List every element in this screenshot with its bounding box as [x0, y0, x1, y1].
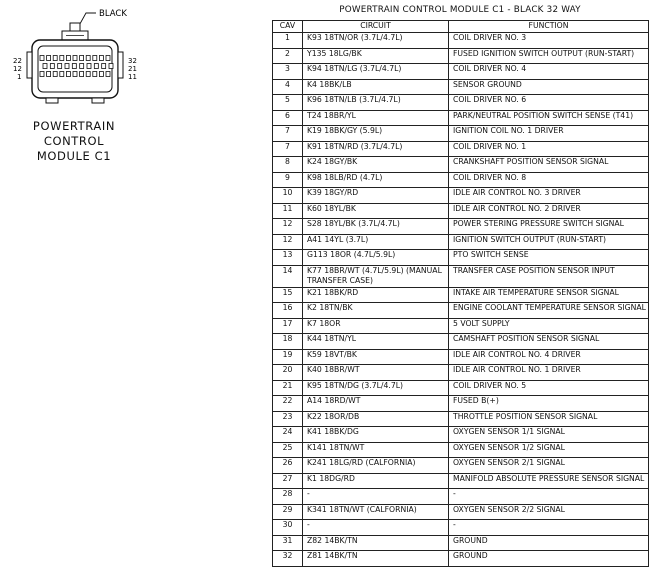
function-cell: THROTTLE POSITION SENSOR SIGNAL: [449, 411, 649, 427]
function-cell: PTO SWITCH SENSE: [449, 250, 649, 266]
function-cell: COIL DRIVER NO. 3: [449, 33, 649, 49]
circuit-cell: K4 18BK/LB: [303, 79, 449, 95]
cav-cell: 30: [273, 520, 303, 536]
function-cell: OXYGEN SENSOR 1/1 SIGNAL: [449, 427, 649, 443]
pin-cavity: [58, 64, 62, 69]
function-cell: IGNITION COIL NO. 1 DRIVER: [449, 126, 649, 142]
circuit-cell: K95 18TN/DG (3.7L/4.7L): [303, 380, 449, 396]
function-cell: OXYGEN SENSOR 2/2 SIGNAL: [449, 504, 649, 520]
circuit-cell: A41 14YL (3.7L): [303, 234, 449, 250]
table-row: [273, 334, 649, 350]
function-cell: -: [449, 520, 649, 536]
connector-caption-line1: POWERTRAIN CONTROL: [32, 119, 116, 148]
pin-cavity: [66, 72, 70, 77]
table-row: [273, 535, 649, 551]
pin-cavity: [86, 56, 90, 61]
table-row: [273, 442, 649, 458]
function-cell: SENSOR GROUND: [449, 79, 649, 95]
pinout-table: [272, 20, 649, 567]
table-row: [273, 349, 649, 365]
function-cell: OXYGEN SENSOR 1/2 SIGNAL: [449, 442, 649, 458]
pin-cavity: [60, 56, 64, 61]
table-row: [273, 411, 649, 427]
pin-cavity: [99, 56, 103, 61]
cav-cell: 3: [273, 64, 303, 80]
cav-cell: 10: [273, 188, 303, 204]
table-row: [273, 265, 649, 287]
cav-cell: 21: [273, 380, 303, 396]
pin-cavity: [106, 72, 110, 77]
circuit-cell: K141 18TN/WT: [303, 442, 449, 458]
circuit-cell: K241 18LG/RD (CALFORNIA): [303, 458, 449, 474]
function-cell: POWER STERING PRESSURE SWITCH SIGNAL: [449, 219, 649, 235]
function-cell: -: [449, 489, 649, 505]
pin-cavity: [80, 56, 84, 61]
table-row: [273, 318, 649, 334]
function-cell: COIL DRIVER NO. 5: [449, 380, 649, 396]
pin-label-1: 1: [17, 73, 22, 81]
function-cell: ENGINE COOLANT TEMPERATURE SENSOR SIGNAL: [449, 303, 649, 319]
circuit-cell: Y135 18LG/BK: [303, 48, 449, 64]
header-function: FUNCTION: [449, 21, 649, 33]
function-cell: CAMSHAFT POSITION SENSOR SIGNAL: [449, 334, 649, 350]
cav-cell: 31: [273, 535, 303, 551]
function-cell: PARK/NEUTRAL POSITION SWITCH SENSE (T41): [449, 110, 649, 126]
cav-cell: 22: [273, 396, 303, 412]
pin-cavity: [66, 56, 70, 61]
pin-cavity: [72, 64, 76, 69]
table-row: [273, 79, 649, 95]
function-cell: COIL DRIVER NO. 8: [449, 172, 649, 188]
header-cav: CAV: [273, 21, 303, 33]
table-row: [273, 380, 649, 396]
table-row: [273, 489, 649, 505]
function-cell: IDLE AIR CONTROL NO. 1 DRIVER: [449, 365, 649, 381]
pin-label-32: 32: [128, 57, 137, 65]
circuit-cell: K41 18BK/DG: [303, 427, 449, 443]
cav-cell: 12: [273, 219, 303, 235]
circuit-cell: K341 18TN/WT (CALFORNIA): [303, 504, 449, 520]
cav-cell: 6: [273, 110, 303, 126]
function-cell: MANIFOLD ABSOLUTE PRESSURE SENSOR SIGNAL: [449, 473, 649, 489]
table-row: [273, 458, 649, 474]
circuit-cell: Z82 14BK/TN: [303, 535, 449, 551]
cav-cell: 24: [273, 427, 303, 443]
cav-cell: 19: [273, 349, 303, 365]
table-row: [273, 126, 649, 142]
circuit-cell: S28 18YL/BK (3.7L/4.7L): [303, 219, 449, 235]
cav-cell: 12: [273, 234, 303, 250]
cav-cell: 15: [273, 287, 303, 303]
pin-cavity: [40, 56, 44, 61]
table-row: [273, 473, 649, 489]
circuit-cell: K59 18VT/BK: [303, 349, 449, 365]
table-row: [273, 172, 649, 188]
function-cell: COIL DRIVER NO. 6: [449, 95, 649, 111]
function-cell: IDLE AIR CONTROL NO. 3 DRIVER: [449, 188, 649, 204]
pin-grid: [40, 56, 113, 77]
table-row: [273, 64, 649, 80]
table-row: [273, 551, 649, 567]
table-row: [273, 48, 649, 64]
circuit-cell: K40 18BR/WT: [303, 365, 449, 381]
pin-cavity: [102, 64, 106, 69]
table-row: [273, 427, 649, 443]
connector-color-label: BLACK: [99, 9, 127, 19]
pin-cavity: [94, 64, 98, 69]
table-title: POWERTRAIN CONTROL MODULE C1 - BLACK 32 WAY: [339, 5, 581, 15]
function-cell: COIL DRIVER NO. 1: [449, 141, 649, 157]
pin-label-12: 12: [13, 65, 22, 73]
circuit-cell: K93 18TN/OR (3.7L/4.7L): [303, 33, 449, 49]
pin-cavity: [47, 56, 51, 61]
connector-diagram: [0, 0, 270, 163]
cav-cell: 27: [273, 473, 303, 489]
circuit-cell: K60 18YL/BK: [303, 203, 449, 219]
pin-cavity: [73, 72, 77, 77]
table-body: [273, 33, 649, 567]
circuit-cell: K44 18TN/YL: [303, 334, 449, 350]
pin-cavity: [87, 64, 91, 69]
circuit-cell: Z81 14BK/TN: [303, 551, 449, 567]
circuit-cell: K91 18TN/RD (3.7L/4.7L): [303, 141, 449, 157]
cav-cell: 9: [273, 172, 303, 188]
function-cell: 5 VOLT SUPPLY: [449, 318, 649, 334]
table-row: [273, 95, 649, 111]
function-cell: IGNITION SWITCH OUTPUT (RUN-START): [449, 234, 649, 250]
cav-cell: 7: [273, 126, 303, 142]
table-row: [273, 219, 649, 235]
circuit-cell: K24 18GY/BK: [303, 157, 449, 173]
pin-cavity: [80, 72, 84, 77]
pin-cavity: [93, 72, 97, 77]
circuit-cell: K39 18GY/RD: [303, 188, 449, 204]
circuit-cell: K2 18TN/BK: [303, 303, 449, 319]
pin-label-11: 11: [128, 73, 137, 81]
cav-cell: 23: [273, 411, 303, 427]
table-header-row: [273, 21, 649, 33]
table-row: [273, 33, 649, 49]
pin-cavity: [47, 72, 51, 77]
cav-cell: 1: [273, 33, 303, 49]
pin-cavity: [53, 56, 57, 61]
pin-cavity: [40, 72, 44, 77]
pin-cavity: [60, 72, 64, 77]
pin-cavity: [80, 64, 84, 69]
cav-cell: 32: [273, 551, 303, 567]
cav-cell: 25: [273, 442, 303, 458]
pin-cavity: [86, 72, 90, 77]
table-row: [273, 234, 649, 250]
table-row: [273, 520, 649, 536]
table-row: [273, 250, 649, 266]
table-row: [273, 157, 649, 173]
circuit-cell: K22 18OR/DB: [303, 411, 449, 427]
cav-cell: 11: [273, 203, 303, 219]
circuit-cell: K77 18BR/WT (4.7L/5.9L) (MANUAL TRANSFER CASE): [303, 265, 449, 287]
pin-cavity: [106, 56, 110, 61]
pin-cavity: [65, 64, 69, 69]
connector-caption: [6, 119, 142, 164]
cav-cell: 14: [273, 265, 303, 287]
cav-cell: 7: [273, 141, 303, 157]
cav-cell: 13: [273, 250, 303, 266]
pin-cavity: [73, 56, 77, 61]
circuit-cell: K1 18DG/RD: [303, 473, 449, 489]
cav-cell: 16: [273, 303, 303, 319]
table-row: [273, 396, 649, 412]
function-cell: CRANKSHAFT POSITION SENSOR SIGNAL: [449, 157, 649, 173]
circuit-cell: T24 18BR/YL: [303, 110, 449, 126]
pin-label-21: 21: [128, 65, 137, 73]
pin-cavity: [109, 64, 113, 69]
cav-cell: 18: [273, 334, 303, 350]
table-row: [273, 141, 649, 157]
circuit-cell: K19 18BK/GY (5.9L): [303, 126, 449, 142]
function-cell: IDLE AIR CONTROL NO. 4 DRIVER: [449, 349, 649, 365]
cav-cell: 17: [273, 318, 303, 334]
cav-cell: 26: [273, 458, 303, 474]
cav-cell: 29: [273, 504, 303, 520]
circuit-cell: K96 18TN/LB (3.7L/4.7L): [303, 95, 449, 111]
table-row: [273, 203, 649, 219]
function-cell: INTAKE AIR TEMPERATURE SENSOR SIGNAL: [449, 287, 649, 303]
cav-cell: 2: [273, 48, 303, 64]
function-cell: OXYGEN SENSOR 2/1 SIGNAL: [449, 458, 649, 474]
connector-caption-line2: MODULE C1: [36, 149, 112, 163]
function-cell: TRANSFER CASE POSITION SENSOR INPUT: [449, 265, 649, 287]
cav-cell: 5: [273, 95, 303, 111]
pin-cavity: [93, 56, 97, 61]
table-row: [273, 287, 649, 303]
table-row: [273, 303, 649, 319]
circuit-cell: G113 18OR (4.7L/5.9L): [303, 250, 449, 266]
function-cell: FUSED B(+): [449, 396, 649, 412]
function-cell: GROUND: [449, 535, 649, 551]
function-cell: GROUND: [449, 551, 649, 567]
cav-cell: 4: [273, 79, 303, 95]
pin-cavity: [99, 72, 103, 77]
pin-cavity: [43, 64, 47, 69]
function-cell: FUSED IGNITION SWITCH OUTPUT (RUN-START): [449, 48, 649, 64]
function-cell: IDLE AIR CONTROL NO. 2 DRIVER: [449, 203, 649, 219]
header-circuit: CIRCUIT: [303, 21, 449, 33]
pin-cavity: [50, 64, 54, 69]
circuit-cell: -: [303, 489, 449, 505]
pin-cavity: [53, 72, 57, 77]
table-row: [273, 188, 649, 204]
table-row: [273, 110, 649, 126]
circuit-cell: K94 18TN/LG (3.7L/4.7L): [303, 64, 449, 80]
circuit-cell: K21 18BK/RD: [303, 287, 449, 303]
cav-cell: 20: [273, 365, 303, 381]
circuit-cell: K98 18LB/RD (4.7L): [303, 172, 449, 188]
table-row: [273, 504, 649, 520]
circuit-cell: -: [303, 520, 449, 536]
function-cell: COIL DRIVER NO. 4: [449, 64, 649, 80]
circuit-cell: K7 18OR: [303, 318, 449, 334]
table-row: [273, 365, 649, 381]
cav-cell: 28: [273, 489, 303, 505]
pin-label-22: 22: [13, 57, 22, 65]
cav-cell: 8: [273, 157, 303, 173]
circuit-cell: A14 18RD/WT: [303, 396, 449, 412]
